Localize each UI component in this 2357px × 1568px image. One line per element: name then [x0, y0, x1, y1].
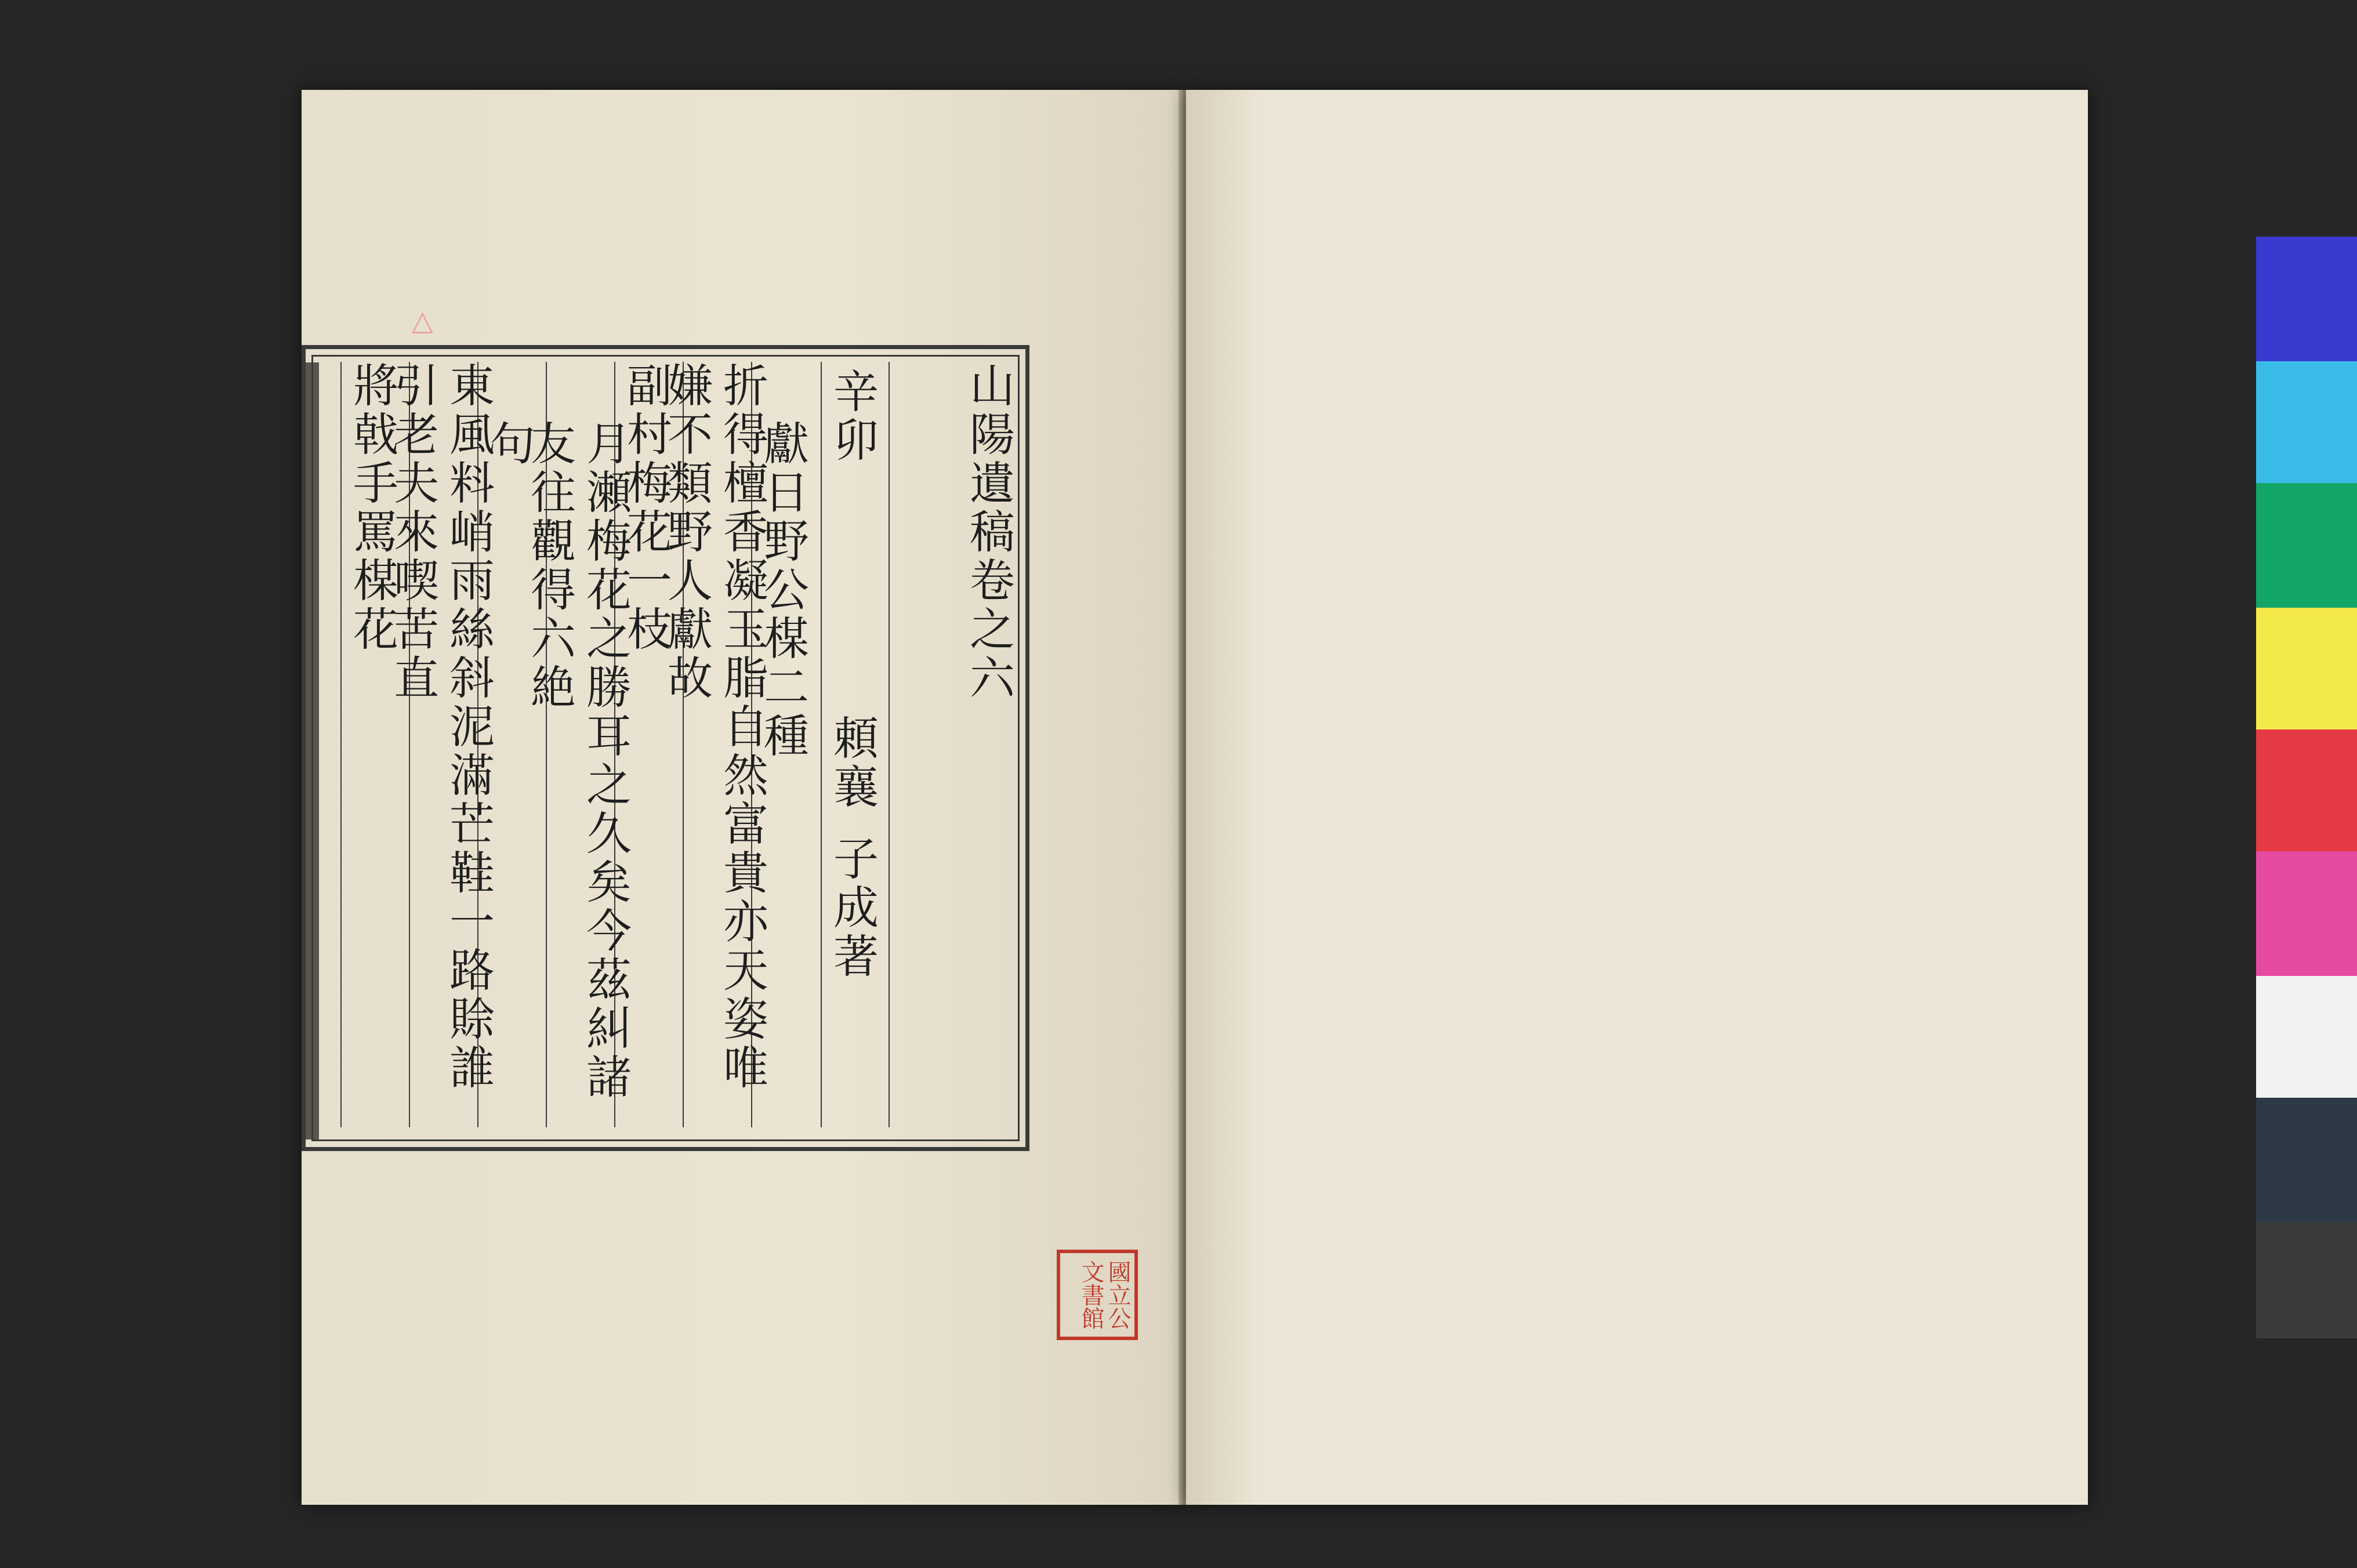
color-chip-green [2256, 483, 2357, 608]
color-chip-white [2256, 976, 2357, 1098]
left-page [302, 90, 1183, 1505]
author-column [821, 362, 882, 1127]
author-style: 子成著 [826, 835, 878, 981]
title-column [958, 362, 1018, 1127]
color-chip-gray [2256, 1222, 2357, 1338]
library-seal: 國立公文書館 [1057, 1250, 1138, 1340]
poem-heading-2: 月瀬梅花之勝耳之久矣今茲糾諸友往觀得六絶 [523, 420, 631, 1102]
text-column-7 [340, 362, 402, 1127]
author-name: 頼襄 [826, 714, 878, 812]
book-spread [302, 90, 2088, 1505]
color-chip-cyan [2256, 361, 2357, 483]
poem-line-4: 將戟手罵楳花 [346, 362, 398, 654]
color-chip-magenta [2256, 851, 2357, 976]
book-title: 山陽遺稿卷之六 [962, 362, 1014, 703]
right-page [1186, 90, 2088, 1505]
color-chip-yellow [2256, 608, 2357, 729]
text-frame [302, 345, 1029, 1151]
text-column-2 [660, 362, 768, 1127]
poem-line-3: 東風料峭雨絲斜泥滿芒鞋一路賒誰引老夫來喫苦直 [386, 362, 494, 1092]
poem-line-1: 折得檀香凝玉脂自然富貴亦天姿唯嫌不類野人獻故 [660, 362, 768, 1092]
color-chip-red [2256, 729, 2357, 851]
poem-line-2: 副村梅花一枝 [619, 362, 672, 654]
poem-heading-2-end: 句 [483, 420, 535, 469]
color-calibration-chart [2256, 237, 2357, 1338]
blank-column [889, 362, 950, 1127]
poem-heading-1: 獻日野公楳二種 [756, 420, 808, 761]
color-chip-dark-slate [2256, 1098, 2357, 1222]
text-column-6 [386, 362, 494, 1127]
color-chip-blue [2256, 237, 2357, 361]
text-column-4 [523, 362, 631, 1127]
pink-triangle-mark: △ [412, 304, 433, 337]
text-column-0: 辛卯 [826, 368, 878, 465]
